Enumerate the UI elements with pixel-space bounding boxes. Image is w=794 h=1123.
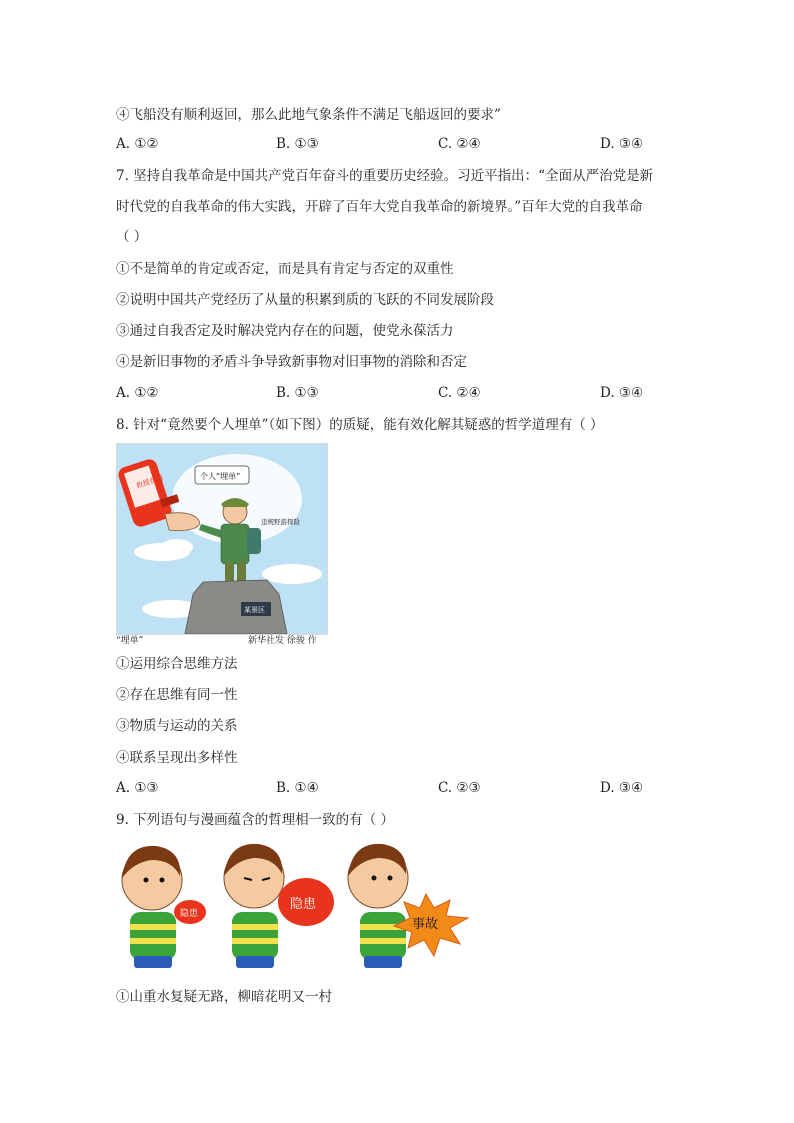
q9-stem: 9. 下列语句与漫画蕴含的哲理相一致的有（ ）: [116, 812, 394, 828]
q8-options: [116, 780, 656, 798]
q9-label-mid: 隐患: [290, 897, 317, 912]
q8-bubble-text: 个人“埋单”: [200, 472, 241, 481]
q8-item-1: ①运用综合思维方法: [116, 656, 238, 672]
q7-option-a[interactable]: A. ①②: [116, 385, 159, 401]
q7-option-b[interactable]: B. ①③: [276, 385, 319, 401]
q9-label-burst: 事故: [412, 917, 439, 932]
q8-stem: 8. 针对“竟然要个人埋单”（如下图）的质疑，能有效化解其疑惑的哲学道理有（ ）: [116, 417, 604, 433]
q8-item-4: ④联系呈现出多样性: [116, 750, 238, 766]
q7-item-4: ④是新旧事物的矛盾斗争导致新事物对旧事物的消除和否定: [116, 354, 467, 370]
q7-stem-line-1: 7. 坚持自我革命是中国共产党百年奋斗的重要历史经验。习近平指出：“全面从严治党是新: [116, 168, 654, 184]
q8-option-b[interactable]: B. ①④: [276, 780, 319, 796]
q9-boy-2: [224, 844, 284, 968]
q6-option-c[interactable]: C. ②④: [438, 136, 481, 152]
q7-item-3: ③通过自我否定及时解决党内存在的问题，使党永葆活力: [116, 323, 454, 339]
q8-option-d[interactable]: D. ③④: [600, 780, 644, 796]
q7-options: [116, 385, 656, 403]
q8-rock-label: 某景区: [244, 606, 265, 614]
q9-cartoon: [116, 836, 476, 970]
q8-item-3: ③物质与运动的关系: [116, 718, 238, 734]
q9-boy-3: [348, 844, 408, 968]
q8-option-a[interactable]: A. ①③: [116, 780, 159, 796]
q7-stem-line-2: 时代党的自我革命的伟大实践，开辟了百年大党自我革命的新境界。”百年大党的自我革命: [116, 199, 643, 215]
q8-item-2: ②存在思维有同一性: [116, 687, 238, 703]
q7-item-1: ①不是简单的肯定或否定，而是具有肯定与否定的双重性: [116, 261, 454, 277]
q8-cartoon-art: [117, 444, 327, 634]
q9-boy-1: [122, 846, 182, 968]
q6-option-d[interactable]: D. ③④: [600, 136, 644, 152]
q7-option-c[interactable]: C. ②④: [438, 385, 481, 401]
q8-caption-title: “埋单”: [116, 636, 144, 646]
q8-sign: 违规野游探险: [261, 518, 300, 526]
q7-blank: （ ）: [116, 229, 148, 245]
q6-option-b[interactable]: B. ①③: [276, 136, 319, 152]
q6-options: [116, 136, 656, 154]
q9-label-small: 隐患: [180, 909, 199, 919]
q8-rock: [185, 580, 287, 634]
q9-item-1: ①山重水复疑无路，柳暗花明又一村: [116, 989, 332, 1005]
q8-caption-credit: 新华社发 徐骏 作: [248, 636, 317, 646]
q8-cartoon: [116, 443, 328, 635]
q7-option-d[interactable]: D. ③④: [600, 385, 644, 401]
q7-item-2: ②说明中国共产党经历了从量的积累到质的飞跃的不同发展阶段: [116, 292, 494, 308]
q8-bottle-label: 救援费用: [135, 473, 165, 491]
q6-option-a[interactable]: A. ①②: [116, 136, 159, 152]
q6-item-4: ④飞船没有顺利返回，那么此地气象条件不满足飞船返回的要求”: [116, 107, 501, 123]
q9-cartoon-art: [116, 836, 476, 970]
q8-option-c[interactable]: C. ②③: [438, 780, 481, 796]
